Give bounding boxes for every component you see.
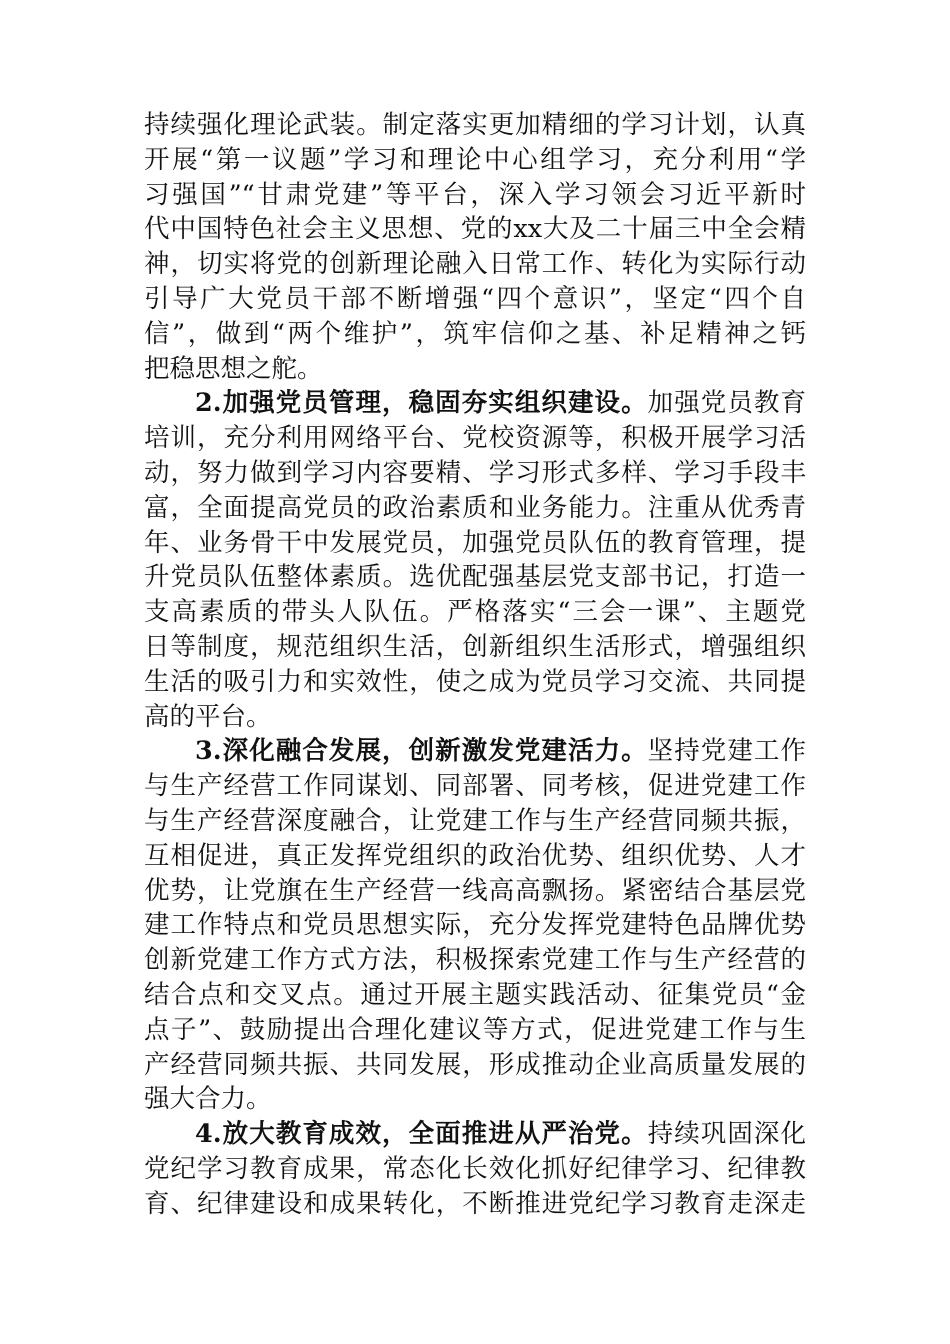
paragraph-line: 建工作特点和党员思想实际，充分发挥党建特色品牌优势 — [144, 910, 806, 941]
paragraph-line: 持续强化理论武装。制定落实更加精细的学习计划，认真 — [144, 110, 806, 140]
paragraph-line: 动，努力做到学习内容要精、学习形式多样、学习手段丰 — [144, 458, 806, 488]
paragraph-line: 习强国”“甘肃党建”等平台，深入学习领会习近平新时 — [144, 179, 806, 210]
paragraph-line: 把稳思想之舵。 — [144, 353, 323, 384]
paragraph-line: 党纪学习教育成果，常态化长效化抓好纪律学习、纪律教 — [144, 1154, 806, 1184]
section-text: 加强党员教育 — [647, 388, 806, 419]
paragraph-line: 强大合力。 — [144, 1084, 272, 1115]
paragraph-line: 高的平台。 — [144, 701, 272, 732]
paragraph-line: 年、业务骨干中发展党员，加强党员队伍的教育管理，提 — [144, 527, 806, 558]
paragraph-line: 富，全面提高党员的政治素质和业务能力。注重从优秀青 — [144, 492, 806, 523]
paragraph-line: 支高素质的带头人队伍。严格落实“三会一课”、主题党 — [144, 597, 806, 628]
paragraph-line: 引导广大党员干部不断增强“四个意识”，坚定“四个自 — [144, 284, 806, 314]
paragraph-line: 培训，充分利用网络平台、党校资源等，积极开展学习活 — [144, 423, 806, 454]
paragraph-line: 互相促进，真正发挥党组织的政治优势、组织优势、人才 — [144, 840, 806, 871]
paragraph-line: 结合点和交叉点。通过开展主题实践活动、征集党员“金 — [144, 980, 806, 1010]
section-heading: 4.放大教育成效，全面推进从严治党。 — [195, 1119, 648, 1150]
paragraph-line: 育、纪律建设和成果转化，不断推进党纪学习教育走深走 — [144, 1188, 806, 1219]
paragraph-line: 生活的吸引力和实效性，使之成为党员学习交流、共同提 — [144, 666, 806, 697]
section-2-first-line — [195, 386, 806, 421]
paragraph-line: 点子”、鼓励提出合理化建议等方式，促进党建工作与生 — [144, 1014, 806, 1045]
section-text: 坚持党建工作 — [647, 736, 806, 767]
section-text: 持续巩固深化 — [647, 1119, 806, 1150]
paragraph-line: 创新党建工作方式方法，积极探索党建工作与生产经营的 — [144, 945, 806, 976]
section-heading: 2.加强党员管理，稳固夯实组织建设。 — [195, 388, 648, 419]
paragraph-line: 升党员队伍整体素质。选优配强基层党支部书记，打造一 — [144, 562, 806, 593]
paragraph-line: 信”，做到“两个维护”，筑牢信仰之基、补足精神之钙 — [144, 318, 806, 349]
paragraph-line: 神，切实将党的创新理论融入日常工作、转化为实际行动 — [144, 249, 806, 280]
paragraph-line: 与生产经营深度融合，让党建工作与生产经营同频共振， — [144, 806, 806, 836]
paragraph-line: 开展“第一议题”学习和理论中心组学习，充分利用“学 — [144, 144, 806, 175]
section-heading: 3.深化融合发展，创新激发党建活力。 — [195, 736, 648, 767]
paragraph-line: 代中国特色社会主义思想、党的xx大及二十届三中全会精 — [144, 214, 806, 245]
section-4-first-line — [195, 1117, 806, 1152]
paragraph-line: 优势，让党旗在生产经营一线高高飘扬。紧密结合基层党 — [144, 875, 806, 906]
paragraph-line: 产经营同频共振、共同发展，形成推动企业高质量发展的 — [144, 1049, 806, 1080]
paragraph-line: 日等制度，规范组织生活，创新组织生活形式，增强组织 — [144, 632, 806, 662]
paragraph-line: 与生产经营工作同谋划、同部署、同考核，促进党建工作 — [144, 771, 806, 802]
section-3-first-line — [195, 734, 806, 769]
